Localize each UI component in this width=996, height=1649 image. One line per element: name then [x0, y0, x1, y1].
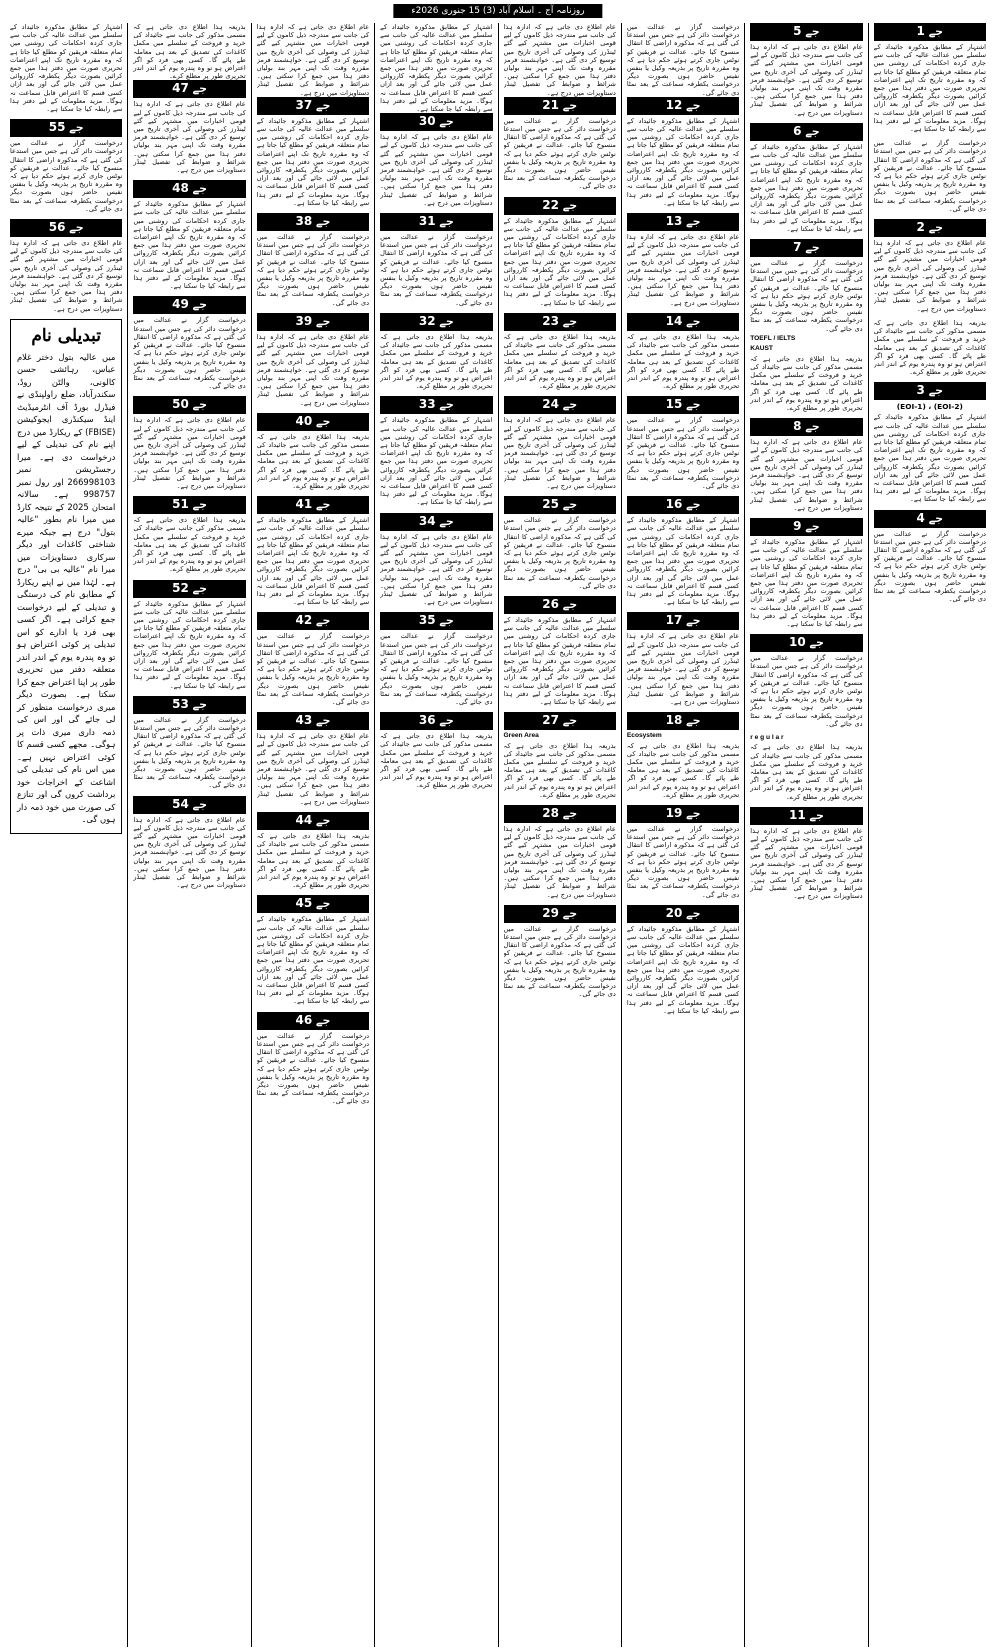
notice-body: بذریعہ ہذا اطلاع دی جاتی ہے کہ مسمی مذکور کی جانب سے جائیداد کی خرید و فروخت کے سلسلے میں مکمل کاغذات کی تصدیق کے بعد ہی معاملہ طے پائے گا۔ کسی بھی فرد کو اگر اعتراض ہو تو وہ پندرہ یوم کے اندر اندر تحریری طور پر مطلع کرے۔: [626, 332, 740, 391]
notice-block[interactable]: [380, 396, 492, 506]
notice-block[interactable]: [133, 396, 245, 490]
notice-block[interactable]: [627, 213, 739, 307]
notice-body: اشتہار کے مطابق مذکورہ جائیداد کے سلسلے میں عدالت عالیہ کی جانب سے جاری کردہ احکامات کی روشنی میں تمام متعلقہ فریقین کو مطلع کیا جاتا ہے کہ وہ مقررہ تاریخ تک اپنے اعتراضات تحریری صورت میں دفتر ہذا میں جمع کرائیں بصورت دیگر یکطرفہ کارروائی عمل میں لائی جائے گی اور بعد ازاں کسی قسم کا اعتراض قابل سماعت نہ ہوگا۔ مزید معلومات کے لیے دفتر ہذا سے رابطہ کیا جا سکتا ہے۔: [256, 516, 370, 607]
notice-head: جے 47: [133, 80, 245, 98]
notice-head: جے 22: [504, 197, 616, 215]
notice-block[interactable]: [10, 119, 122, 213]
green-area-label: Green Area: [503, 732, 539, 740]
notice-body: بذریعہ ہذا اطلاع دی جاتی ہے کہ مسمی مذکور کی جانب سے جائیداد کی خرید و فروخت کے سلسلے میں مکمل کاغذات کی تصدیق کے بعد ہی معاملہ طے پائے گا۔ کسی بھی فرد کو اگر اعتراض ہو تو وہ پندرہ یوم کے اندر اندر تحریری طور پر مطلع کرے۔: [380, 332, 493, 391]
notice-body: بذریعہ ہذا اطلاع دی جاتی ہے کہ مسمی مذکور کی جانب سے جائیداد کی خرید و فروخت کے سلسلے میں مکمل کاغذات کی تصدیق کے بعد ہی معاملہ طے پائے گا۔ کسی بھی فرد کو اگر اعتراض ہو تو وہ پندرہ یوم کے اندر اندر تحریری طور پر مطلع کرے۔: [133, 23, 246, 81]
column-2: [744, 23, 867, 1647]
notice-body: عام اطلاع دی جاتی ہے کہ ادارہ ہذا کی جانب سے مندرجہ ذیل کاموں کے لیے قومی اخبارات میں مشتہر کیے گئے ٹینڈرز کی وصولی کی آخری تاریخ میں توسیع کر دی گئی ہے۔ خواہشمند فرمز مقررہ وقت تک اپنی مہر بند بولیاں دفتر ہذا میں جمع کرا سکتی ہیں۔ شرائط و ضوابط کی تفصیل ٹینڈر دستاویزات میں درج ہے۔: [10, 239, 123, 313]
notice-body: اشتہار کے مطابق مذکورہ جائیداد کے سلسلے میں عدالت عالیہ کی جانب سے جاری کردہ احکامات کی روشنی میں تمام متعلقہ فریقین کو مطلع کیا جاتا ہے کہ وہ مقررہ تاریخ تک اپنے اعتراضات تحریری صورت میں دفتر ہذا میں جمع کرائیں بصورت دیگر یکطرفہ کارروائی عمل میں لائی جائے گی اور بعد ازاں کسی قسم کا اعتراض قابل سماعت نہ ہوگا۔ مزید معلومات کے لیے دفتر ہذا سے رابطہ کیا جا سکتا ہے۔: [626, 516, 740, 607]
notice-head: جے 29: [504, 905, 616, 923]
notice-head: جے 49: [133, 296, 245, 314]
notice-block[interactable]: [627, 612, 739, 706]
notice-block[interactable]: [750, 123, 862, 233]
notice-body: عام اطلاع دی جاتی ہے کہ ادارہ ہذا کی جانب سے مندرجہ ذیل کاموں کے لیے قومی اخبارات میں مشتہر کیے گئے ٹینڈرز کی وصولی کی آخری تاریخ میں توسیع کر دی گئی ہے۔ خواہشمند فرمز مقررہ وقت تک اپنی مہر بند بولیاں دفتر ہذا میں جمع کرا سکتی ہیں۔ شرائط و ضوابط کی تفصیل ٹینڈر دستاویزات میں درج ہے۔: [133, 815, 246, 890]
column-grid: [5, 23, 991, 1647]
notice-body: بذریعہ ہذا اطلاع دی جاتی ہے کہ مسمی مذکور کی جانب سے جائیداد کی خرید و فروخت کے سلسلے میں مکمل کاغذات کی تصدیق کے بعد ہی معاملہ طے پائے گا۔ کسی بھی فرد کو اگر اعتراض ہو تو وہ پندرہ یوم کے اندر اندر تحریری طور پر مطلع کرے۔: [256, 832, 370, 890]
masthead-title: روزنامہ آج ۔ اسلام آباد (3) 15 جنوری 2026ء: [393, 4, 602, 18]
notice-block[interactable]: [133, 580, 245, 690]
notice-head: جے 45: [257, 895, 369, 913]
notice-head: جے 5: [750, 23, 862, 41]
notice-head: جے 24: [504, 396, 616, 414]
notice-block[interactable]: [874, 23, 986, 133]
notice-block[interactable]: [627, 496, 739, 606]
notice-head: جے 41: [257, 496, 369, 514]
notice-head: جے 44: [257, 812, 369, 830]
notice-block[interactable]: [133, 180, 245, 290]
notice-block[interactable]: [380, 612, 492, 706]
notice-body: عام اطلاع دی جاتی ہے کہ ادارہ ہذا کی جانب سے مندرجہ ذیل کاموں کے لیے قومی اخبارات میں مشتہر کیے گئے ٹینڈرز کی وصولی کی آخری تاریخ میں توسیع کر دی گئی ہے۔ خواہشمند فرمز مقررہ وقت تک اپنی مہر بند بولیاں دفتر ہذا میں جمع کرا سکتی ہیں۔ شرائط و ضوابط کی تفصیل ٹینڈر دستاویزات میں درج ہے۔: [133, 100, 246, 175]
ecosystem-line: Ecosystem: [626, 732, 662, 740]
notice-head: جے 36: [380, 712, 492, 730]
notice-body: عام اطلاع دی جاتی ہے کہ ادارہ ہذا کی جانب سے مندرجہ ذیل کاموں کے لیے قومی اخبارات میں مشتہر کیے گئے ٹینڈرز کی وصولی کی آخری تاریخ میں توسیع کر دی گئی ہے۔ خواہشمند فرمز مقررہ وقت تک اپنی مہر بند بولیاں دفتر ہذا میں جمع کرا سکتی ہیں۔ شرائط و ضوابط کی تفصیل ٹینڈر دستاویزات میں درج ہے۔: [256, 332, 370, 407]
notice-body: بذریعہ ہذا اطلاع دی جاتی ہے کہ مسمی مذکور کی جانب سے جائیداد کی خرید و فروخت کے سلسلے میں مکمل کاغذات کی تصدیق کے بعد ہی معاملہ طے پائے گا۔ کسی بھی فرد کو اگر اعتراض ہو تو وہ پندرہ یوم کے اندر اندر تحریری طور پر مطلع کرے۔: [626, 741, 740, 799]
notice-body: درخواست گزار نے عدالت میں درخواست دائر کی ہے جس میں استدعا کی گئی ہے کہ مذکورہ اراضی کا انتقال منسوخ کیا جائے۔ عدالت نے فریقین کو نوٹس جاری کرتے ہوئے حکم دیا ہے کہ وہ مقررہ تاریخ پر بذریعہ وکیل یا بنفس نفیس حاضر ہوں بصورت دیگر درخواست یکطرفہ سماعت کے بعد نمٹا دی جائے گی۔: [503, 516, 616, 590]
notice-block[interactable]: [750, 239, 862, 412]
notice-block[interactable]: [627, 396, 739, 490]
notice-block[interactable]: [257, 1012, 369, 1106]
notice-body: عام اطلاع دی جاتی ہے کہ ادارہ ہذا کی جانب سے مندرجہ ذیل کاموں کے لیے قومی اخبارات میں مشتہر کیے گئے ٹینڈرز کی وصولی کی آخری تاریخ میں توسیع کر دی گئی ہے۔ خواہشمند فرمز مقررہ وقت تک اپنی مہر بند بولیاں دفتر ہذا میں جمع کرا سکتی ہیں۔ شرائط و ضوابط کی تفصیل ٹینڈر دستاویزات میں درج ہے۔: [133, 416, 246, 490]
name-change-notice[interactable]: [10, 319, 122, 834]
notice-head: جے 51: [133, 496, 245, 514]
notice-block[interactable]: [627, 313, 739, 390]
notice-body: اشتہار کے مطابق مذکورہ جائیداد کے سلسلے میں عدالت عالیہ کی جانب سے جاری کردہ احکامات کی روشنی میں تمام متعلقہ فریقین کو مطلع کیا جاتا ہے کہ وہ مقررہ تاریخ تک اپنے اعتراضات تحریری صورت میں دفتر ہذا میں جمع کرائیں بصورت دیگر یکطرفہ کارروائی عمل میں لائی جائے گی اور بعد ازاں کسی قسم کا اعتراض قابل سماعت نہ ہوگا۔ مزید معلومات کے لیے دفتر ہذا سے رابطہ کیا جا سکتا ہے۔: [380, 416, 493, 507]
column-1: [868, 23, 991, 1647]
notice-head: جے 48: [133, 180, 245, 198]
toefl-line: TOEFL / IELTS: [750, 334, 796, 342]
notice-block[interactable]: [750, 634, 862, 728]
notice-block[interactable]: [874, 319, 986, 376]
notice-block[interactable]: [380, 213, 492, 307]
notice-body: درخواست گزار نے عدالت میں درخواست دائر کی ہے جس میں استدعا کی گئی ہے کہ مذکورہ اراضی کا انتقال منسوخ کیا جائے۔ عدالت نے فریقین کو نوٹس جاری کرتے ہوئے حکم دیا ہے کہ وہ مقررہ تاریخ پر بذریعہ وکیل یا بنفس نفیس حاضر ہوں بصورت دیگر درخواست یکطرفہ سماعت کے بعد نمٹا دی جائے گی۔: [380, 632, 493, 706]
notice-block[interactable]: [257, 612, 369, 706]
notice-body: اشتہار کے مطابق مذکورہ جائیداد کے سلسلے میں عدالت عالیہ کی جانب سے جاری کردہ احکامات کی روشنی میں تمام متعلقہ فریقین کو مطلع کیا جاتا ہے کہ وہ مقررہ تاریخ تک اپنے اعتراضات تحریری صورت میں دفتر ہذا میں جمع کرائیں بصورت دیگر یکطرفہ کارروائی عمل میں لائی جائے گی اور بعد ازاں کسی قسم کا اعتراض قابل سماعت نہ ہوگا۔ مزید معلومات کے لیے دفتر ہذا سے رابطہ کیا جا سکتا ہے۔: [626, 924, 740, 1015]
notice-head: جے 17: [627, 612, 739, 630]
notice-body: درخواست گزار نے عدالت میں درخواست دائر کی ہے جس میں استدعا کی گئی ہے کہ مذکورہ اراضی کا انتقال منسوخ کیا جائے۔ عدالت نے فریقین کو نوٹس جاری کرتے ہوئے حکم دیا ہے کہ وہ مقررہ تاریخ پر بذریعہ وکیل یا بنفس نفیس حاضر ہوں بصورت دیگر درخواست یکطرفہ سماعت کے بعد نمٹا دی جائے گی۔: [380, 233, 493, 307]
notice-body: درخواست گزار نے عدالت میں درخواست دائر کی ہے جس میں استدعا کی گئی ہے کہ مذکورہ اراضی کا انتقال منسوخ کیا جائے۔ عدالت نے فریقین کو نوٹس جاری کرتے ہوئے حکم دیا ہے کہ وہ مقررہ تاریخ پر بذریعہ وکیل یا بنفس نفیس حاضر ہوں بصورت دیگر درخواست یکطرفہ سماعت کے بعد نمٹا دی جائے گی۔: [626, 416, 740, 490]
notice-block[interactable]: [133, 696, 245, 790]
notice-block[interactable]: [874, 382, 986, 503]
notice-block[interactable]: [504, 313, 616, 390]
notice-block[interactable]: [133, 23, 245, 174]
notice-head: جے 40: [257, 413, 369, 431]
notice-body: عام اطلاع دی جاتی ہے کہ ادارہ ہذا کی جانب سے مندرجہ ذیل کاموں کے لیے قومی اخبارات میں مشتہر کیے گئے ٹینڈرز کی وصولی کی آخری تاریخ میں توسیع کر دی گئی ہے۔ خواہشمند فرمز مقررہ وقت تک اپنی مہر بند بولیاں دفتر ہذا میں جمع کرا سکتی ہیں۔ شرائط و ضوابط کی تفصیل ٹینڈر دستاویزات میں درج ہے۔: [503, 825, 616, 899]
notice-block[interactable]: [874, 510, 986, 604]
notice-block[interactable]: [874, 219, 986, 313]
notice-head: جے 52: [133, 580, 245, 598]
notice-head: جے 25: [504, 496, 616, 514]
notice-block[interactable]: [10, 23, 122, 113]
notice-head: جے 8: [750, 418, 862, 436]
notice-head: جے 43: [257, 712, 369, 730]
column-6: [251, 23, 374, 1647]
notice-body: اشتہار کے مطابق مذکورہ جائیداد کے سلسلے میں عدالت عالیہ کی جانب سے جاری کردہ احکامات کی روشنی میں تمام متعلقہ فریقین کو مطلع کیا جاتا ہے کہ وہ مقررہ تاریخ تک اپنے اعتراضات تحریری صورت میں دفتر ہذا میں جمع کرائیں بصورت دیگر یکطرفہ کارروائی عمل میں لائی جائے گی اور بعد ازاں کسی قسم کا اعتراض قابل سماعت نہ ہوگا۔ مزید معلومات کے لیے دفتر ہذا سے رابطہ کیا جا سکتا ہے۔: [380, 23, 493, 114]
notice-head: جے 4: [874, 510, 986, 528]
notice-block[interactable]: [10, 219, 122, 313]
notice-head: جے 39: [257, 313, 369, 331]
notice-body: اشتہار کے مطابق مذکورہ جائیداد کے سلسلے میں عدالت عالیہ کی جانب سے جاری کردہ احکامات کی روشنی میں تمام متعلقہ فریقین کو مطلع کیا جاتا ہے کہ وہ مقررہ تاریخ تک اپنے اعتراضات تحریری صورت میں دفتر ہذا میں جمع کرائیں بصورت دیگر یکطرفہ کارروائی عمل میں لائی جائے گی اور بعد ازاں کسی قسم کا اعتراض قابل سماعت نہ ہوگا۔ مزید معلومات کے لیے دفتر ہذا سے رابطہ کیا جا سکتا ہے۔: [503, 615, 616, 706]
notice-head: جے 14: [627, 313, 739, 331]
notice-body: درخواست گزار نے عدالت میں درخواست دائر کی ہے جس میں استدعا کی گئی ہے کہ مذکورہ اراضی کا انتقال منسوخ کیا جائے۔ عدالت نے فریقین کو نوٹس جاری کرتے ہوئے حکم دیا ہے کہ وہ مقررہ تاریخ پر بذریعہ وکیل یا بنفس نفیس حاضر ہوں بصورت دیگر درخواست یکطرفہ سماعت کے بعد نمٹا دی جائے گی۔: [256, 632, 370, 706]
notice-block[interactable]: [627, 905, 739, 1015]
notice-block[interactable]: [627, 712, 739, 799]
notice-head: جے 35: [380, 612, 492, 630]
notice-block[interactable]: [257, 413, 369, 490]
notice-head: جے 53: [133, 696, 245, 714]
notice-head: جے 3: [874, 382, 986, 400]
notice-block[interactable]: [133, 296, 245, 390]
notice-block[interactable]: [504, 805, 616, 899]
notice-body: بذریعہ ہذا اطلاع دی جاتی ہے کہ مسمی مذکور کی جانب سے جائیداد کی خرید و فروخت کے سلسلے میں مکمل کاغذات کی تصدیق کے بعد ہی معاملہ طے پائے گا۔ کسی بھی فرد کو اگر اعتراض ہو تو وہ پندرہ یوم کے اندر اندر تحریری طور پر مطلع کرے۔: [256, 432, 370, 490]
notice-head: جے 27: [504, 712, 616, 730]
notice-body: اشتہار کے مطابق مذکورہ جائیداد کے سلسلے میں عدالت عالیہ کی جانب سے جاری کردہ احکامات کی روشنی میں تمام متعلقہ فریقین کو مطلع کیا جاتا ہے کہ وہ مقررہ تاریخ تک اپنے اعتراضات تحریری صورت میں دفتر ہذا میں جمع کرائیں بصورت دیگر یکطرفہ کارروائی عمل میں لائی جائے گی اور بعد ازاں کسی قسم کا اعتراض قابل سماعت نہ ہوگا۔ مزید معلومات کے لیے دفتر ہذا سے رابطہ کیا جا سکتا ہے۔: [256, 116, 370, 207]
notice-block[interactable]: [504, 197, 616, 307]
notice-body: اشتہار کے مطابق مذکورہ جائیداد کے سلسلے میں عدالت عالیہ کی جانب سے جاری کردہ احکامات کی روشنی میں تمام متعلقہ فریقین کو مطلع کیا جاتا ہے کہ وہ مقررہ تاریخ تک اپنے اعتراضات تحریری صورت میں دفتر ہذا میں جمع کرائیں بصورت دیگر یکطرفہ کارروائی عمل میں لائی جائے گی اور بعد ازاں کسی قسم کا اعتراض قابل سماعت نہ ہوگا۔ مزید معلومات کے لیے دفتر ہذا سے رابطہ کیا جا سکتا ہے۔: [873, 413, 986, 504]
notice-block[interactable]: [504, 905, 616, 999]
notice-head: جے 54: [133, 796, 245, 814]
notice-block[interactable]: [380, 513, 492, 607]
column-8: [5, 23, 127, 1647]
notice-body: عام اطلاع دی جاتی ہے کہ ادارہ ہذا کی جانب سے مندرجہ ذیل کاموں کے لیے قومی اخبارات میں مشتہر کیے گئے ٹینڈرز کی وصولی کی آخری تاریخ میں توسیع کر دی گئی ہے۔ خواہشمند فرمز مقررہ وقت تک اپنی مہر بند بولیاں دفتر ہذا میں جمع کرا سکتی ہیں۔ شرائط و ضوابط کی تفصیل ٹینڈر دستاویزات میں درج ہے۔: [503, 416, 616, 490]
notice-head: جے 6: [750, 123, 862, 141]
notice-body: درخواست گزار نے عدالت میں درخواست دائر کی ہے جس میں استدعا کی گئی ہے کہ مذکورہ اراضی کا انتقال منسوخ کیا جائے۔ عدالت نے فریقین کو نوٹس جاری کرتے ہوئے حکم دیا ہے کہ وہ مقررہ تاریخ پر بذریعہ وکیل یا بنفس نفیس حاضر ہوں بصورت دیگر درخواست یکطرفہ سماعت کے بعد نمٹا دی جائے گی۔: [750, 654, 863, 728]
notice-body: درخواست گزار نے عدالت میں درخواست دائر کی ہے جس میں استدعا کی گئی ہے کہ مذکورہ اراضی کا انتقال منسوخ کیا جائے۔ عدالت نے فریقین کو نوٹس جاری کرتے ہوئے حکم دیا ہے کہ وہ مقررہ تاریخ پر بذریعہ وکیل یا بنفس نفیس حاضر ہوں بصورت دیگر درخواست یکطرفہ سماعت کے بعد نمٹا دی جائے گی۔: [873, 139, 986, 213]
notice-body: بذریعہ ہذا اطلاع دی جاتی ہے کہ مسمی مذکور کی جانب سے جائیداد کی خرید و فروخت کے سلسلے میں مکمل کاغذات کی تصدیق کے بعد ہی معاملہ طے پائے گا۔ کسی بھی فرد کو اگر اعتراض ہو تو وہ پندرہ یوم کے اندر اندر تحریری طور پر مطلع کرے۔: [750, 354, 863, 412]
masthead: [5, 4, 991, 20]
notice-head: جے 20: [627, 905, 739, 923]
notice-block[interactable]: [504, 496, 616, 590]
notice-body: بذریعہ ہذا اطلاع دی جاتی ہے کہ مسمی مذکور کی جانب سے جائیداد کی خرید و فروخت کے سلسلے میں مکمل کاغذات کی تصدیق کے بعد ہی معاملہ طے پائے گا۔ کسی بھی فرد کو اگر اعتراض ہو تو وہ پندرہ یوم کے اندر اندر تحریری طور پر مطلع کرے۔: [873, 318, 986, 377]
notice-head: جے 10: [750, 634, 862, 652]
notice-block[interactable]: [380, 23, 492, 207]
notice-head: جے 34: [380, 513, 492, 531]
notice-body: درخواست گزار نے عدالت میں درخواست دائر کی ہے جس میں استدعا کی گئی ہے کہ مذکورہ اراضی کا انتقال منسوخ کیا جائے۔ عدالت نے فریقین کو نوٹس جاری کرتے ہوئے حکم دیا ہے کہ وہ مقررہ تاریخ پر بذریعہ وکیل یا بنفس نفیس حاضر ہوں بصورت دیگر درخواست یکطرفہ سماعت کے بعد نمٹا دی جائے گی۔: [626, 825, 740, 899]
notice-body: درخواست گزار نے عدالت میں درخواست دائر کی ہے جس میں استدعا کی گئی ہے کہ مذکورہ اراضی کا انتقال منسوخ کیا جائے۔ عدالت نے فریقین کو نوٹس جاری کرتے ہوئے حکم دیا ہے کہ وہ مقررہ تاریخ پر بذریعہ وکیل یا بنفس نفیس حاضر ہوں بصورت دیگر درخواست یکطرفہ سماعت کے بعد نمٹا دی جائے گی۔: [750, 259, 863, 333]
name-change-title: تبدیلی نام: [31, 325, 102, 346]
column-3: [621, 23, 744, 1647]
notice-block[interactable]: [380, 313, 492, 390]
notice-body: عام اطلاع دی جاتی ہے کہ ادارہ ہذا کی جانب سے مندرجہ ذیل کاموں کے لیے قومی اخبارات میں مشتہر کیے گئے ٹینڈرز کی وصولی کی آخری تاریخ میں توسیع کر دی گئی ہے۔ خواہشمند فرمز مقررہ وقت تک اپنی مہر بند بولیاں دفتر ہذا میں جمع کرا سکتی ہیں۔ شرائط و ضوابط کی تفصیل ٹینڈر دستاویزات میں درج ہے۔: [750, 438, 863, 512]
notice-head: جے 18: [627, 712, 739, 730]
column-4: [498, 23, 621, 1647]
column-5: [374, 23, 497, 1647]
notice-body: عام اطلاع دی جاتی ہے کہ ادارہ ہذا کی جانب سے مندرجہ ذیل کاموں کے لیے قومی اخبارات میں مشتہر کیے گئے ٹینڈرز کی وصولی کی آخری تاریخ میں توسیع کر دی گئی ہے۔ خواہشمند فرمز مقررہ وقت تک اپنی مہر بند بولیاں دفتر ہذا میں جمع کرا سکتی ہیں۔ شرائط و ضوابط کی تفصیل ٹینڈر دستاویزات میں درج ہے۔: [873, 239, 986, 313]
notice-block[interactable]: [750, 23, 862, 117]
notice-head: جے 19: [627, 805, 739, 823]
notice-body: بذریعہ ہذا اطلاع دی جاتی ہے کہ مسمی مذکور کی جانب سے جائیداد کی خرید و فروخت کے سلسلے میں مکمل کاغذات کی تصدیق کے بعد ہی معاملہ طے پائے گا۔ کسی بھی فرد کو اگر اعتراض ہو تو وہ پندرہ یوم کے اندر اندر تحریری طور پر مطلع کرے۔: [133, 516, 246, 574]
notice-body: اشتہار کے مطابق مذکورہ جائیداد کے سلسلے میں عدالت عالیہ کی جانب سے جاری کردہ احکامات کی روشنی میں تمام متعلقہ فریقین کو مطلع کیا جاتا ہے کہ وہ مقررہ تاریخ تک اپنے اعتراضات تحریری صورت میں دفتر ہذا میں جمع کرائیں بصورت دیگر یکطرفہ کارروائی عمل میں لائی جائے گی اور بعد ازاں کسی قسم کا اعتراض قابل سماعت نہ ہوگا۔ مزید معلومات کے لیے دفتر ہذا سے رابطہ کیا جا سکتا ہے۔: [503, 216, 616, 307]
eoi-code: (EOI-2) ، (EOI-1): [896, 402, 963, 412]
notice-head: جے 32: [380, 313, 492, 331]
notice-head: جے 7: [750, 239, 862, 257]
notice-body: اشتہار کے مطابق مذکورہ جائیداد کے سلسلے میں عدالت عالیہ کی جانب سے جاری کردہ احکامات کی روشنی میں تمام متعلقہ فریقین کو مطلع کیا جاتا ہے کہ وہ مقررہ تاریخ تک اپنے اعتراضات تحریری صورت میں دفتر ہذا میں جمع کرائیں بصورت دیگر یکطرفہ کارروائی عمل میں لائی جائے گی اور بعد ازاں کسی قسم کا اعتراض قابل سماعت نہ ہوگا۔ مزید معلومات کے لیے دفتر ہذا سے رابطہ کیا جا سکتا ہے۔: [10, 23, 123, 114]
notice-block[interactable]: [504, 712, 616, 799]
notice-body: بذریعہ ہذا اطلاع دی جاتی ہے کہ مسمی مذکور کی جانب سے جائیداد کی خرید و فروخت کے سلسلے میں مکمل کاغذات کی تصدیق کے بعد ہی معاملہ طے پائے گا۔ کسی بھی فرد کو اگر اعتراض ہو تو وہ پندرہ یوم کے اندر اندر تحریری طور پر مطلع کرے۔: [503, 741, 616, 799]
notice-body: درخواست گزار نے عدالت میں درخواست دائر کی ہے جس میں استدعا کی گئی ہے کہ مذکورہ اراضی کا انتقال منسوخ کیا جائے۔ عدالت نے فریقین کو نوٹس جاری کرتے ہوئے حکم دیا ہے کہ وہ مقررہ تاریخ پر بذریعہ وکیل یا بنفس نفیس حاضر ہوں بصورت دیگر درخواست یکطرفہ سماعت کے بعد نمٹا دی جائے گی۔: [503, 116, 616, 191]
notice-block[interactable]: [504, 396, 616, 490]
notice-block[interactable]: [750, 807, 862, 901]
notice-head: جے 9: [750, 518, 862, 536]
notice-body: بذریعہ ہذا اطلاع دی جاتی ہے کہ مسمی مذکور کی جانب سے جائیداد کی خرید و فروخت کے سلسلے میں مکمل کاغذات کی تصدیق کے بعد ہی معاملہ طے پائے گا۔ کسی بھی فرد کو اگر اعتراض ہو تو وہ پندرہ یوم کے اندر اندر تحریری طور پر مطلع کرے۔: [750, 743, 863, 801]
notice-head: جے 13: [627, 213, 739, 231]
notice-head: جے 42: [257, 612, 369, 630]
notice-block[interactable]: [750, 418, 862, 512]
notice-head: جے 28: [504, 805, 616, 823]
notice-head: جے 23: [504, 313, 616, 331]
notice-body: اشتہار کے مطابق مذکورہ جائیداد کے سلسلے میں عدالت عالیہ کی جانب سے جاری کردہ احکامات کی روشنی میں تمام متعلقہ فریقین کو مطلع کیا جاتا ہے کہ وہ مقررہ تاریخ تک اپنے اعتراضات تحریری صورت میں دفتر ہذا میں جمع کرائیں بصورت دیگر یکطرفہ کارروائی عمل میں لائی جائے گی اور بعد ازاں کسی قسم کا اعتراض قابل سماعت نہ ہوگا۔ مزید معلومات کے لیے دفتر ہذا سے رابطہ کیا جا سکتا ہے۔: [750, 537, 863, 628]
notice-body: عام اطلاع دی جاتی ہے کہ ادارہ ہذا کی جانب سے مندرجہ ذیل کاموں کے لیے قومی اخبارات میں مشتہر کیے گئے ٹینڈرز کی وصولی کی آخری تاریخ میں توسیع کر دی گئی ہے۔ خواہشمند فرمز مقررہ وقت تک اپنی مہر بند بولیاں دفتر ہذا میں جمع کرا سکتی ہیں۔ شرائط و ضوابط کی تفصیل ٹینڈر دستاویزات میں درج ہے۔: [256, 732, 370, 806]
notice-head: جے 31: [380, 213, 492, 231]
notice-body: اشتہار کے مطابق مذکورہ جائیداد کے سلسلے میں عدالت عالیہ کی جانب سے جاری کردہ احکامات کی روشنی میں تمام متعلقہ فریقین کو مطلع کیا جاتا ہے کہ وہ مقررہ تاریخ تک اپنے اعتراضات تحریری صورت میں دفتر ہذا میں جمع کرائیں بصورت دیگر یکطرفہ کارروائی عمل میں لائی جائے گی اور بعد ازاں کسی قسم کا اعتراض قابل سماعت نہ ہوگا۔ مزید معلومات کے لیے دفتر ہذا سے رابطہ کیا جا سکتا ہے۔: [626, 116, 740, 207]
notice-body: عام اطلاع دی جاتی ہے کہ ادارہ ہذا کی جانب سے مندرجہ ذیل کاموں کے لیے قومی اخبارات میں مشتہر کیے گئے ٹینڈرز کی وصولی کی آخری تاریخ میں توسیع کر دی گئی ہے۔ خواہشمند فرمز مقررہ وقت تک اپنی مہر بند بولیاں دفتر ہذا میں جمع کرا سکتی ہیں۔ شرائط و ضوابط کی تفصیل ٹینڈر دستاویزات میں درج ہے۔: [380, 133, 493, 207]
notice-body: بذریعہ ہذا اطلاع دی جاتی ہے کہ مسمی مذکور کی جانب سے جائیداد کی خرید و فروخت کے سلسلے میں مکمل کاغذات کی تصدیق کے بعد ہی معاملہ طے پائے گا۔ کسی بھی فرد کو اگر اعتراض ہو تو وہ پندرہ یوم کے اندر اندر تحریری طور پر مطلع کرے۔: [503, 332, 616, 391]
notice-body: درخواست گزار نے عدالت میں درخواست دائر کی ہے جس میں استدعا کی گئی ہے کہ مذکورہ اراضی کا انتقال منسوخ کیا جائے۔ عدالت نے فریقین کو نوٹس جاری کرتے ہوئے حکم دیا ہے کہ وہ مقررہ تاریخ پر بذریعہ وکیل یا بنفس نفیس حاضر ہوں بصورت دیگر درخواست یکطرفہ سماعت کے بعد نمٹا دی جائے گی۔: [503, 924, 616, 999]
notice-block[interactable]: [750, 518, 862, 628]
notice-body: عام اطلاع دی جاتی ہے کہ ادارہ ہذا کی جانب سے مندرجہ ذیل کاموں کے لیے قومی اخبارات میں مشتہر کیے گئے ٹینڈرز کی وصولی کی آخری تاریخ میں توسیع کر دی گئی ہے۔ خواہشمند فرمز مقررہ وقت تک اپنی مہر بند بولیاں دفتر ہذا میں جمع کرا سکتی ہیں۔ شرائط و ضوابط کی تفصیل ٹینڈر دستاویزات میں درج ہے۔: [503, 23, 616, 97]
notice-head: جے 26: [504, 596, 616, 614]
notice-body: اشتہار کے مطابق مذکورہ جائیداد کے سلسلے میں عدالت عالیہ کی جانب سے جاری کردہ احکامات کی روشنی میں تمام متعلقہ فریقین کو مطلع کیا جاتا ہے کہ وہ مقررہ تاریخ تک اپنے اعتراضات تحریری صورت میں دفتر ہذا میں جمع کرائیں بصورت دیگر یکطرفہ کارروائی عمل میں لائی جائے گی اور بعد ازاں کسی قسم کا اعتراض قابل سماعت نہ ہوگا۔ مزید معلومات کے لیے دفتر ہذا سے رابطہ کیا جا سکتا ہے۔: [133, 200, 246, 291]
notice-head: جے 55: [10, 119, 122, 137]
kaust-line: KAUST: [750, 345, 773, 353]
notice-body: درخواست گزار نے عدالت میں درخواست دائر کی ہے جس میں استدعا کی گئی ہے کہ مذکورہ اراضی کا انتقال منسوخ کیا جائے۔ عدالت نے فریقین کو نوٹس جاری کرتے ہوئے حکم دیا ہے کہ وہ مقررہ تاریخ پر بذریعہ وکیل یا بنفس نفیس حاضر ہوں بصورت دیگر درخواست یکطرفہ سماعت کے بعد نمٹا دی جائے گی۔: [256, 233, 370, 307]
notice-head: جے 30: [380, 113, 492, 131]
notice-head: جے 1: [874, 23, 986, 41]
notice-body: درخواست گزار نے عدالت میں درخواست دائر کی ہے جس میں استدعا کی گئی ہے کہ مذکورہ اراضی کا انتقال منسوخ کیا جائے۔ عدالت نے فریقین کو نوٹس جاری کرتے ہوئے حکم دیا ہے کہ وہ مقررہ تاریخ پر بذریعہ وکیل یا بنفس نفیس حاضر ہوں بصورت دیگر درخواست یکطرفہ سماعت کے بعد نمٹا دی جائے گی۔: [133, 715, 246, 790]
notice-body: اشتہار کے مطابق مذکورہ جائیداد کے سلسلے میں عدالت عالیہ کی جانب سے جاری کردہ احکامات کی روشنی میں تمام متعلقہ فریقین کو مطلع کیا جاتا ہے کہ وہ مقررہ تاریخ تک اپنے اعتراضات تحریری صورت میں دفتر ہذا میں جمع کرائیں بصورت دیگر یکطرفہ کارروائی عمل میں لائی جائے گی اور بعد ازاں کسی قسم کا اعتراض قابل سماعت نہ ہوگا۔ مزید معلومات کے لیے دفتر ہذا سے رابطہ کیا جا سکتا ہے۔: [750, 142, 863, 233]
notice-head: جے 16: [627, 496, 739, 514]
notice-body: عام اطلاع دی جاتی ہے کہ ادارہ ہذا کی جانب سے مندرجہ ذیل کاموں کے لیے قومی اخبارات میں مشتہر کیے گئے ٹینڈرز کی وصولی کی آخری تاریخ میں توسیع کر دی گئی ہے۔ خواہشمند فرمز مقررہ وقت تک اپنی مہر بند بولیاں دفتر ہذا میں جمع کرا سکتی ہیں۔ شرائط و ضوابط کی تفصیل ٹینڈر دستاویزات میں درج ہے۔: [380, 532, 493, 607]
notice-head: جے 15: [627, 396, 739, 414]
notice-block[interactable]: [627, 805, 739, 899]
regular-line: r e g u l a r: [750, 734, 784, 742]
column-7: [127, 23, 250, 1647]
notice-head: جے 50: [133, 396, 245, 414]
notice-head: جے 38: [257, 213, 369, 231]
notice-body: درخواست گزار نے عدالت میں درخواست دائر کی ہے جس میں استدعا کی گئی ہے کہ مذکورہ اراضی کا انتقال منسوخ کیا جائے۔ عدالت نے فریقین کو نوٹس جاری کرتے ہوئے حکم دیا ہے کہ وہ مقررہ تاریخ پر بذریعہ وکیل یا بنفس نفیس حاضر ہوں بصورت دیگر درخواست یکطرفہ سماعت کے بعد نمٹا دی جائے گی۔: [626, 23, 740, 97]
notice-head: جے 21: [504, 97, 616, 115]
notice-body: درخواست گزار نے عدالت میں درخواست دائر کی ہے جس میں استدعا کی گئی ہے کہ مذکورہ اراضی کا انتقال منسوخ کیا جائے۔ عدالت نے فریقین کو نوٹس جاری کرتے ہوئے حکم دیا ہے کہ وہ مقررہ تاریخ پر بذریعہ وکیل یا بنفس نفیس حاضر ہوں بصورت دیگر درخواست یکطرفہ سماعت کے بعد نمٹا دی جائے گی۔: [10, 139, 123, 213]
notice-body: عام اطلاع دی جاتی ہے کہ ادارہ ہذا کی جانب سے مندرجہ ذیل کاموں کے لیے قومی اخبارات میں مشتہر کیے گئے ٹینڈرز کی وصولی کی آخری تاریخ میں توسیع کر دی گئی ہے۔ خواہشمند فرمز مقررہ وقت تک اپنی مہر بند بولیاں دفتر ہذا میں جمع کرا سکتی ہیں۔ شرائط و ضوابط کی تفصیل ٹینڈر دستاویزات میں درج ہے۔: [626, 233, 740, 307]
notice-block[interactable]: [750, 734, 862, 801]
notice-block[interactable]: [133, 496, 245, 573]
notice-head: جے 33: [380, 396, 492, 414]
notice-body: اشتہار کے مطابق مذکورہ جائیداد کے سلسلے میں عدالت عالیہ کی جانب سے جاری کردہ احکامات کی روشنی میں تمام متعلقہ فریقین کو مطلع کیا جاتا ہے کہ وہ مقررہ تاریخ تک اپنے اعتراضات تحریری صورت میں دفتر ہذا میں جمع کرائیں بصورت دیگر یکطرفہ کارروائی عمل میں لائی جائے گی اور بعد ازاں کسی قسم کا اعتراض قابل سماعت نہ ہوگا۔ مزید معلومات کے لیے دفتر ہذا سے رابطہ کیا جا سکتا ہے۔: [133, 599, 246, 690]
notice-block[interactable]: [874, 139, 986, 213]
notice-block[interactable]: [133, 796, 245, 890]
notice-body: اشتہار کے مطابق مذکورہ جائیداد کے سلسلے میں عدالت عالیہ کی جانب سے جاری کردہ احکامات کی روشنی میں تمام متعلقہ فریقین کو مطلع کیا جاتا ہے کہ وہ مقررہ تاریخ تک اپنے اعتراضات تحریری صورت میں دفتر ہذا میں جمع کرائیں بصورت دیگر یکطرفہ کارروائی عمل میں لائی جائے گی اور بعد ازاں کسی قسم کا اعتراض قابل سماعت نہ ہوگا۔ مزید معلومات کے لیے دفتر ہذا سے رابطہ کیا جا سکتا ہے۔: [873, 43, 986, 134]
notice-block[interactable]: [257, 23, 369, 207]
notice-block[interactable]: [504, 23, 616, 191]
notice-body: عام اطلاع دی جاتی ہے کہ ادارہ ہذا کی جانب سے مندرجہ ذیل کاموں کے لیے قومی اخبارات میں مشتہر کیے گئے ٹینڈرز کی وصولی کی آخری تاریخ میں توسیع کر دی گئی ہے۔ خواہشمند فرمز مقررہ وقت تک اپنی مہر بند بولیاں دفتر ہذا میں جمع کرا سکتی ہیں۔ شرائط و ضوابط کی تفصیل ٹینڈر دستاویزات میں درج ہے۔: [750, 826, 863, 901]
notice-block[interactable]: [380, 712, 492, 789]
notice-head: جے 46: [257, 1012, 369, 1030]
notice-block[interactable]: [257, 313, 369, 407]
notice-head: جے 12: [627, 97, 739, 115]
notice-body: عام اطلاع دی جاتی ہے کہ ادارہ ہذا کی جانب سے مندرجہ ذیل کاموں کے لیے قومی اخبارات میں مشتہر کیے گئے ٹینڈرز کی وصولی کی آخری تاریخ میں توسیع کر دی گئی ہے۔ خواہشمند فرمز مقررہ وقت تک اپنی مہر بند بولیاں دفتر ہذا میں جمع کرا سکتی ہیں۔ شرائط و ضوابط کی تفصیل ٹینڈر دستاویزات میں درج ہے۔: [626, 632, 740, 706]
notice-body: درخواست گزار نے عدالت میں درخواست دائر کی ہے جس میں استدعا کی گئی ہے کہ مذکورہ اراضی کا انتقال منسوخ کیا جائے۔ عدالت نے فریقین کو نوٹس جاری کرتے ہوئے حکم دیا ہے کہ وہ مقررہ تاریخ پر بذریعہ وکیل یا بنفس نفیس حاضر ہوں بصورت دیگر درخواست یکطرفہ سماعت کے بعد نمٹا دی جائے گی۔: [873, 529, 986, 604]
notice-head: جے 37: [257, 97, 369, 115]
notice-head: جے 2: [874, 219, 986, 237]
notice-block[interactable]: [257, 812, 369, 889]
notice-body: درخواست گزار نے عدالت میں درخواست دائر کی ہے جس میں استدعا کی گئی ہے کہ مذکورہ اراضی کا انتقال منسوخ کیا جائے۔ عدالت نے فریقین کو نوٹس جاری کرتے ہوئے حکم دیا ہے کہ وہ مقررہ تاریخ پر بذریعہ وکیل یا بنفس نفیس حاضر ہوں بصورت دیگر درخواست یکطرفہ سماعت کے بعد نمٹا دی جائے گی۔: [133, 316, 246, 391]
notice-body: عام اطلاع دی جاتی ہے کہ ادارہ ہذا کی جانب سے مندرجہ ذیل کاموں کے لیے قومی اخبارات میں مشتہر کیے گئے ٹینڈرز کی وصولی کی آخری تاریخ میں توسیع کر دی گئی ہے۔ خواہشمند فرمز مقررہ وقت تک اپنی مہر بند بولیاں دفتر ہذا میں جمع کرا سکتی ہیں۔ شرائط و ضوابط کی تفصیل ٹینڈر دستاویزات میں درج ہے۔: [256, 23, 370, 97]
notice-block[interactable]: [257, 895, 369, 1005]
notice-block[interactable]: [627, 23, 739, 207]
notice-body: عام اطلاع دی جاتی ہے کہ ادارہ ہذا کی جانب سے مندرجہ ذیل کاموں کے لیے قومی اخبارات میں مشتہر کیے گئے ٹینڈرز کی وصولی کی آخری تاریخ میں توسیع کر دی گئی ہے۔ خواہشمند فرمز مقررہ وقت تک اپنی مہر بند بولیاں دفتر ہذا میں جمع کرا سکتی ہیں۔ شرائط و ضوابط کی تفصیل ٹینڈر دستاویزات میں درج ہے۔: [750, 43, 863, 117]
notice-body: اشتہار کے مطابق مذکورہ جائیداد کے سلسلے میں عدالت عالیہ کی جانب سے جاری کردہ احکامات کی روشنی میں تمام متعلقہ فریقین کو مطلع کیا جاتا ہے کہ وہ مقررہ تاریخ تک اپنے اعتراضات تحریری صورت میں دفتر ہذا میں جمع کرائیں بصورت دیگر یکطرفہ کارروائی عمل میں لائی جائے گی اور بعد ازاں کسی قسم کا اعتراض قابل سماعت نہ ہوگا۔ مزید معلومات کے لیے دفتر ہذا سے رابطہ کیا جا سکتا ہے۔: [256, 915, 370, 1006]
notice-body: بذریعہ ہذا اطلاع دی جاتی ہے کہ مسمی مذکور کی جانب سے جائیداد کی خرید و فروخت کے سلسلے میں مکمل کاغذات کی تصدیق کے بعد ہی معاملہ طے پائے گا۔ کسی بھی فرد کو اگر اعتراض ہو تو وہ پندرہ یوم کے اندر اندر تحریری طور پر مطلع کرے۔: [380, 732, 493, 790]
notice-block[interactable]: [504, 596, 616, 706]
name-change-body: میں عالیہ بتول دختر غلام عباس، رہائشی حسن کالونی، والٹن روڈ، سکندرآباد، ضلع راولپنڈی نے فیڈرل بورڈ آف انٹرمیڈیٹ اینڈ سیکنڈری ایجوکیشن (FBISE) کے ریکارڈ میں درج اپنے نام کی تبدیلی کے لیے درخواست دی ہے۔ میرا رجسٹریشن نمبر 266998103 اور رول نمبر 998757 ہے۔ سالانہ امتحان 2025 کے نتیجہ کارڈ میں میرا نام بطور "عالیہ بتول" درج ہے جبکہ میرے شناختی کاغذات اور دیگر سرکاری دستاویزات میں میرا نام "عالیہ بی بی" درج ہے۔ لہٰذا میں نے اپنے ریکارڈ کے مطابق نام کی درستگی و تبدیلی کے لیے درخواست جمع کرائی ہے۔ اگر کسی بھی فرد یا ادارے کو اس تبدیلی پر کوئی اعتراض ہو تو وہ پندرہ یوم کے اندر اندر متعلقہ دفتر میں تحریری طور پر اپنا اعتراض جمع کرا سکتا ہے۔ بصورت دیگر میری درخواست منظور کر لی جائے گی اور اس کی ذمہ داری میری ذات پر ہوگی۔ مجھے کسی قسم کا کوئی اعتراض نہیں ہے۔ میں اس نام کی تبدیلی کی اشاعت کے اخراجات خود برداشت کروں گی اور تنازع کی صورت میں خود ذمہ دار ہوں گی۔: [17, 351, 116, 825]
notice-block[interactable]: [257, 213, 369, 307]
notice-body: درخواست گزار نے عدالت میں درخواست دائر کی ہے جس میں استدعا کی گئی ہے کہ مذکورہ اراضی کا انتقال منسوخ کیا جائے۔ عدالت نے فریقین کو نوٹس جاری کرتے ہوئے حکم دیا ہے کہ وہ مقررہ تاریخ پر بذریعہ وکیل یا بنفس نفیس حاضر ہوں بصورت دیگر درخواست یکطرفہ سماعت کے بعد نمٹا دی جائے گی۔: [256, 1031, 370, 1106]
notice-head: جے 11: [750, 807, 862, 825]
notice-head: جے 56: [10, 219, 122, 237]
notice-block[interactable]: [257, 712, 369, 806]
notice-block[interactable]: [257, 496, 369, 606]
